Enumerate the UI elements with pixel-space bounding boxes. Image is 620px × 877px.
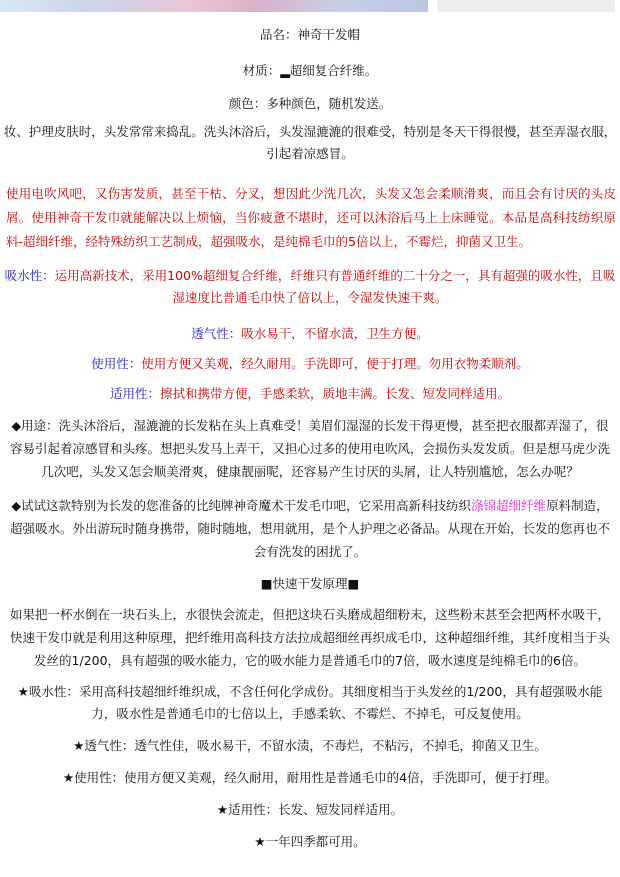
- try-paragraph: [0, 494, 620, 563]
- try-post: 原料制造，超强吸水。外出游玩时随身携带，随时随地，想用就用，是个人护理之必备品。从现在开始，长发的您再也不会有洗发的困扰了。: [9, 498, 610, 559]
- suit-text: 擦拭和携带方便，手感柔软，质地丰满。长发、短发同样适用。: [160, 386, 511, 401]
- principle-paragraph: 如果把一杯水倒在一块石头上，水很快会流走，但把这块石头磨成超细粉末，这些粉末甚至会把两杯水吸干，快速干发巾就是利用这种原理，把纤维用高科技方法拉成超细丝再织成毛巾，这种超细纤维，其纤度相当于头发丝的1/200，具有超强的吸水能力，它的吸水能力是普通毛巾的7倍，吸水速度是纯棉毛巾的6倍。: [9, 607, 610, 668]
- banner-image-right: [437, 0, 615, 12]
- breath-text: 吸水易干，不留水渍，卫生方便。: [241, 326, 429, 341]
- principle-title: ■快速干发原理■: [260, 576, 360, 591]
- banner-image-left: [0, 0, 428, 12]
- usage-text: 使用方便又美观，经久耐用。手洗即可，便于打理。勿用衣物柔顺剂。: [141, 356, 529, 371]
- absorb-paragraph: [0, 265, 620, 309]
- suit-label: 适用性：: [109, 386, 160, 401]
- breath-label: 透气性：: [191, 326, 242, 341]
- star-suit: ★适用性：长发、短发同样适用。: [216, 802, 404, 817]
- purpose-paragraph: ◆用途：洗头沐浴后，湿漉漉的长发粘在头上真难受！美眉们湿湿的长发干得更慢，甚至把衣服都弄湿了，很容易引起着凉感冒和头疼。想把头发马上弄干，又担心过多的使用电吹风，会损伤头发发质。但是想马虎少洗几次吧，头发又怎会顺美滑爽，健康靓丽呢，还容易产生讨厌的头屑，让人特别尴尬，怎么办呢？: [9, 418, 610, 479]
- absorb-text: 运用高新技术，采用100%超细复合纤维，纤维只有普通纤维的二十分之一，具有超强的吸水性，且吸湿速度比普通毛巾快了倍以上，令湿发快速干爽。: [54, 268, 616, 305]
- intro-paragraph: 妆、护理皮肤时，头发常常来捣乱。洗头沐浴后，头发湿漉漉的很难受，特别是冬天干得很慢，甚至弄湿衣服，引起着凉感冒。: [3, 124, 617, 161]
- star-seasons: ★一年四季都可用。: [254, 834, 366, 849]
- star-absorb: ★吸水性：采用高科技超细纤维织成，不含任何化学成份。其细度相当于头发丝的1/200，具有超强吸水能力，吸水性是普通毛巾的七倍以上，手感柔软、不霉烂、不掉毛，可反复使用。: [17, 684, 603, 721]
- product-description: [0, 24, 620, 852]
- suit-line: [0, 383, 620, 404]
- breath-line: [0, 323, 620, 344]
- usage-line: [0, 353, 620, 374]
- try-highlight: 涤锦超细纤维: [471, 498, 547, 513]
- top-banner: [0, 0, 620, 12]
- product-material: 材质：▂超细复合纤维。: [242, 63, 378, 78]
- absorb-label: 吸水性：: [4, 268, 55, 283]
- red-paragraph: 使用电吹风吧，又伤害发质，甚至干枯、分叉，想因此少洗几次，头发又怎会柔顺滑爽，而且会有讨厌的头皮屑。使用神奇干发巾就能解决以上烦恼，当你疲惫不堪时，还可以沐浴后马上上床睡觉。本品是高科技纺织原料-超细纤维，经特殊纺织工艺制成，超强吸水，是纯棉毛巾的5倍以上，不霉烂，抑菌又卫生。: [6, 186, 616, 249]
- product-color: 颜色：多种颜色，随机发送。: [228, 96, 392, 111]
- star-usage: ★使用性：使用方便又美观，经久耐用，耐用性是普通毛巾的4倍，手洗即可，便于打理。: [62, 770, 558, 785]
- product-name: 品名：神奇干发帽: [259, 27, 360, 42]
- star-breath: ★透气性：透气性佳，吸水易干，不留水渍，不毒烂，不粘污，不掉毛，抑菌又卫生。: [73, 738, 547, 753]
- usage-label: 使用性：: [91, 356, 142, 371]
- try-pre: ◆试试这款特别为长发的您准备的比纯牌神奇魔术干发毛巾吧，它采用高新科技纺织: [11, 498, 472, 513]
